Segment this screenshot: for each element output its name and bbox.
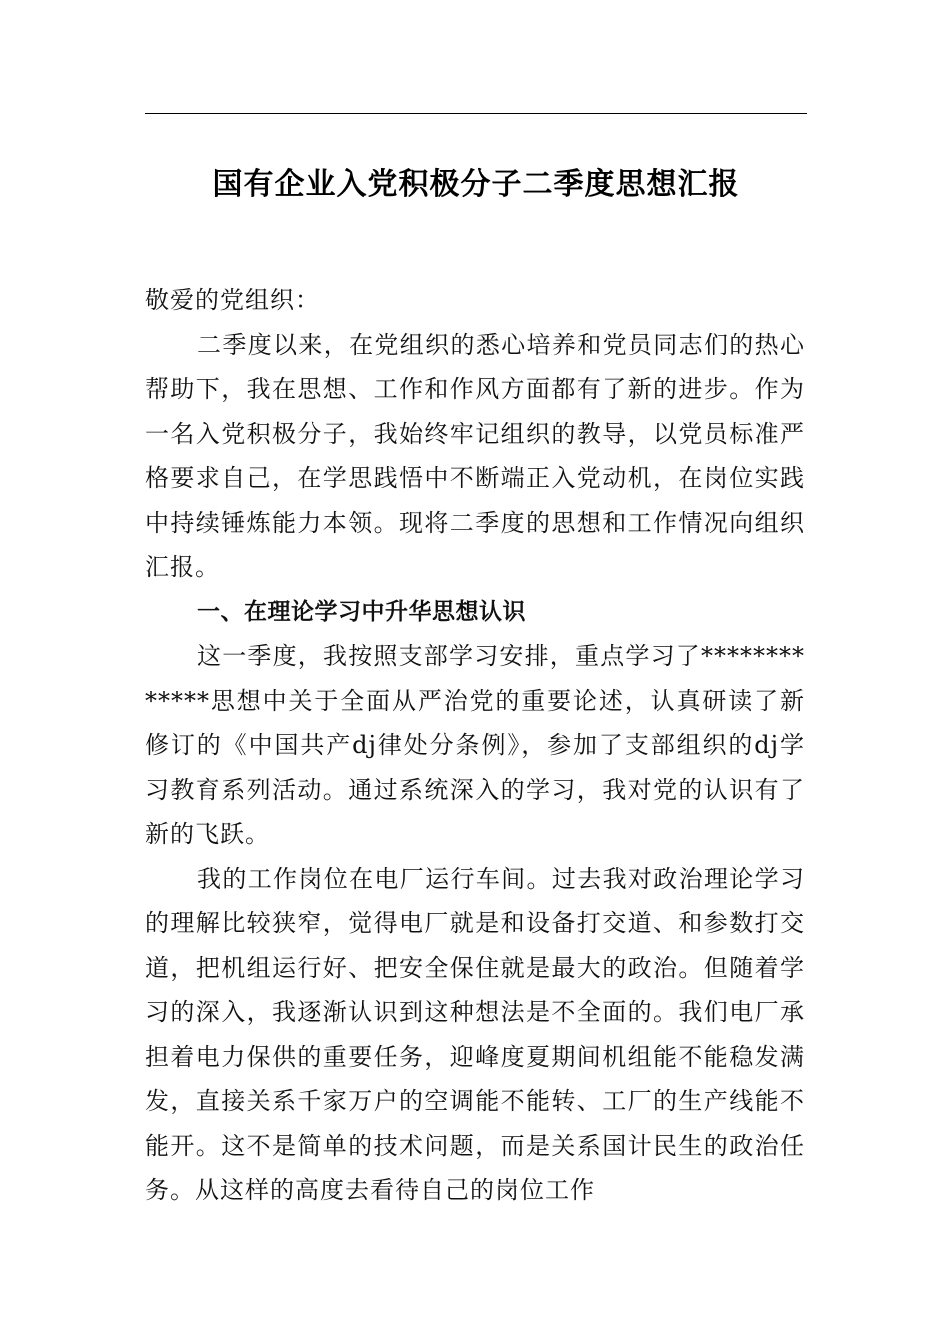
intro-paragraph: 二季度以来，在党组织的悉心培养和党员同志们的热心帮助下，我在思想、工作和作风方面都有了新的进步。作为一名入党积极分子，我始终牢记组织的教导，以党员标准严格要求自己，在学思践悟中不断端正入党动机，在岗位实践中持续锤炼能力本领。现将二季度的思想和工作情况向组织汇报。 — [145, 330, 805, 581]
section-heading: 一、在理论学习中升华思想认识 — [197, 598, 526, 625]
header-rule — [145, 113, 807, 114]
section-paragraph-workplace: 我的工作岗位在电厂运行车间。过去我对政治理论学习的理解比较狭窄，觉得电厂就是和设备打交道、和参数打交道，把机组运行好、把安全保住就是最大的政治。但随着学习的深入，我逐渐认识到这种想法是不全面的。我们电厂承担着电力保供的重要任务，迎峰度夏期间机组能不能稳发满发，直接关系千家万户的空调能不能转、工厂的生产线能不能开。这不是简单的技术问题，而是关系国计民生的政治任务。从这样的高度去看待自己的岗位工作 — [145, 864, 805, 1204]
document-title: 国有企业入党积极分子二季度思想汇报 — [212, 167, 740, 202]
document-body — [145, 278, 805, 1213]
salutation: 敬爱的党组织： — [145, 286, 320, 314]
section-paragraph-study: 这一季度，我按照支部学习安排，重点学习了*************思想中关于全面从严治党的重要论述，认真研读了新修订的《中国共产dj律处分条例》，参加了支部组织的dj学习教育系列活动。通过系统深入的学习，我对党的认识有了新的飞跃。 — [145, 642, 805, 848]
